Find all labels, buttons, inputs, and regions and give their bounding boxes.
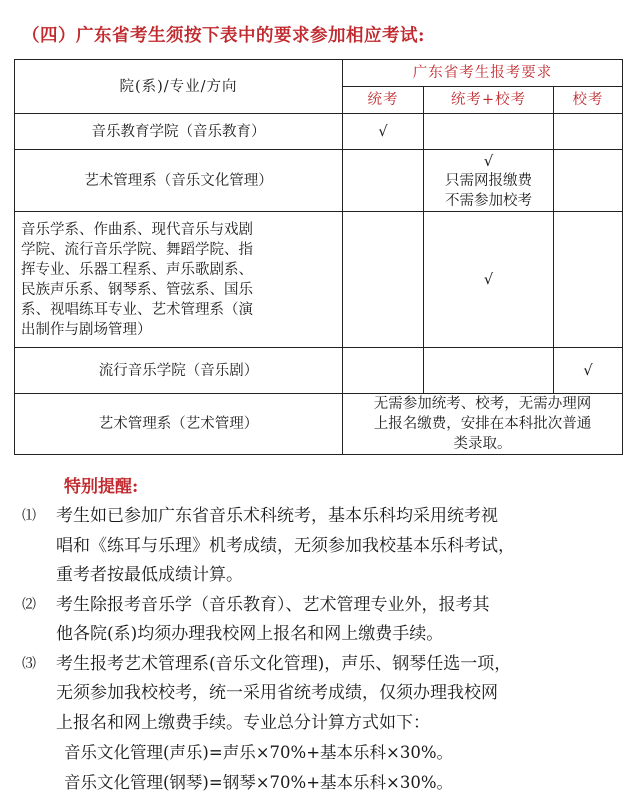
cell <box>343 150 424 212</box>
header-department: 院(系)/专业/方向 <box>15 60 343 114</box>
tips-title: 特别提醒: <box>64 477 139 497</box>
item-number: ⑶ <box>22 655 36 672</box>
item-line: 唱和《练耳与乐理》机考成绩，无须参加我校基本乐科考试， <box>56 535 515 556</box>
formula-piano: 音乐文化管理(钢琴)=钢琴×70%+基本乐科×30%。 <box>64 772 454 792</box>
cell <box>554 114 623 150</box>
cell <box>554 150 623 212</box>
header-unified-plus-school: 统考+校考 <box>424 87 554 114</box>
cell <box>343 212 424 348</box>
check-mark: √ <box>483 151 494 170</box>
formula-vocal: 音乐文化管理(声乐)=声乐×70%+基本乐科×30%。 <box>64 743 454 762</box>
table-row <box>15 114 623 150</box>
item-line: 重考者按最低成绩计算。 <box>56 565 243 585</box>
name-line: 学院、流行音乐学院、舞蹈学院、指 <box>21 241 253 258</box>
row-name: 艺术管理系（艺术管理） <box>15 394 343 455</box>
header-requirements: 广东省考生报考要求 <box>343 60 623 87</box>
name-line: 挥专业、乐器工程系、声乐歌剧系、 <box>21 261 253 278</box>
check-mark: √ <box>424 212 554 348</box>
item-line: 考生如已参加广东省音乐术科统考，基本乐科均采用统考视 <box>56 506 498 526</box>
row-name: 艺术管理系（音乐文化管理） <box>15 150 343 212</box>
name-line: 民族声乐系、钢琴系、管弦系、国乐 <box>21 281 253 298</box>
item-line: 无须参加我校校考，统一采用省统考成绩，仅须办理我校网 <box>56 683 498 703</box>
list-item <box>22 502 622 591</box>
tips-list <box>22 502 622 797</box>
list-item <box>22 650 622 739</box>
table-row <box>15 212 623 348</box>
item-line: 上报名和网上缴费手续。专业总分计算方式如下： <box>56 712 430 733</box>
check-mark: √ <box>343 114 424 150</box>
item-line: 考生除报考音乐学（音乐教育）、艺术管理专业外，报考其 <box>56 594 490 615</box>
cell <box>424 348 554 394</box>
note-line: 无需参加统考、校考，无需办理网 <box>373 396 592 412</box>
name-line: 出制作与剧场管理） <box>21 321 152 338</box>
item-number: ⑴ <box>22 508 36 524</box>
list-item <box>22 591 622 650</box>
cell <box>343 348 424 394</box>
name-line: 系、视唱练耳专业、艺术管理系（演 <box>21 301 253 318</box>
table-row <box>15 394 623 455</box>
cell-note <box>424 150 554 212</box>
note-line: 不需参加校考 <box>445 192 532 209</box>
name-line: 音乐学系、作曲系、现代音乐与戏剧 <box>21 221 253 238</box>
row-name: 流行音乐学院（音乐剧） <box>15 348 343 394</box>
header-unified-exam: 统考 <box>343 87 424 114</box>
item-line: 考生报考艺术管理系(音乐文化管理)，声乐、钢琴任选一项， <box>56 653 512 674</box>
note-line: 类录取。 <box>453 436 512 452</box>
table-row <box>15 348 623 394</box>
row-name: 音乐教育学院（音乐教育） <box>15 114 343 150</box>
item-line: 他各院(系)均须办理我校网上报名和网上缴费手续。 <box>56 624 444 644</box>
table-row <box>15 150 623 212</box>
item-number: ⑵ <box>22 596 36 613</box>
merged-note <box>343 394 623 455</box>
cell <box>424 114 554 150</box>
header-school-exam: 校考 <box>554 87 623 114</box>
requirements-table <box>14 59 623 455</box>
cell <box>554 212 623 348</box>
row-name-multiline <box>15 212 343 348</box>
note-line: 只需网报缴费 <box>445 172 532 189</box>
section-heading: （四）广东省考生须按下表中的要求参加相应考试: <box>22 26 425 46</box>
check-mark: √ <box>554 348 623 394</box>
note-line: 上报名缴费，安排在本科批次普通 <box>373 416 592 432</box>
